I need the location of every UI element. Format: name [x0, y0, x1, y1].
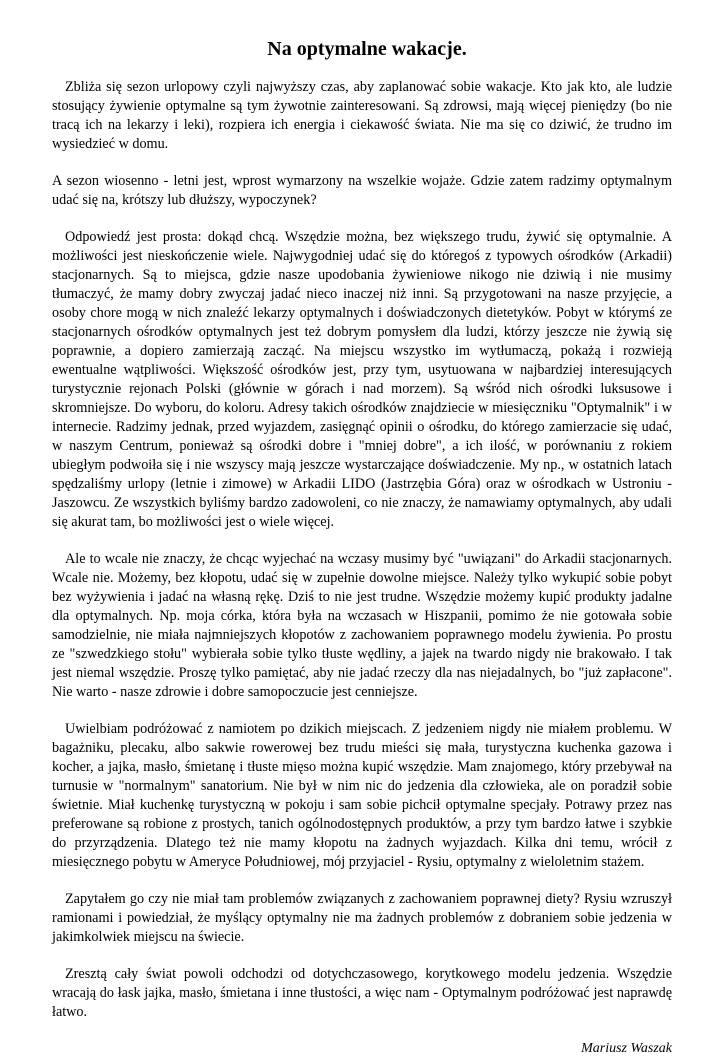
paragraph-answer: Odpowiedź jest prosta: dokąd chcą. Wszędzie można, bez większego trudu, żywić się optymalnie. A możliwości jest nieskończenie wiele. Najwygodniej udać się do któregoś z typowych ośrodków (Arkadii) stacjonarnych. Są to miejsca, gdzie nasze upodobania żywieniowe nikogo nie dziwią i nie musimy tłumaczyć, że mamy dobry zwyczaj jadać nieco inaczej niż inni. Są przygotowani na nasze przyjęcie, a osoby chore mogą w nich znaleźć lekarzy optymalnych i doświadczonych dietetyków. Pobyt w którymś ze stacjonarnych ośrodków optymalnych jest też dobrym pomysłem dla ludzi, którzy jeszcze nie żywią się poprawnie, a dopiero zamierzają zacząć. Na miejscu wszystko im wytłumaczą, pokażą i rozwieją ewentualne wątpliwości. Większość ośrodków jest, przy tym, usytuowana w najbardziej interesujących turystycznie rejonach Polski (głównie w górach i nad morzem). Są wśród nich ośrodki luksusowe i skromniejsze. Do wyboru, do koloru. Adresy takich ośrodków znajdziecie w miesięczniku "Optymalnik" i w internecie. Radzimy jednak, przed wyjazdem, zasięgnąć opinii o ośrodku, do którego zamierzacie się udać, w naszym Centrum, ponieważ są ośrodki dobre i "mniej dobre", a ich ilość, w porównaniu z rokiem ubiegłym podwoiła się i nie wszyscy mają jeszcze wystarczające doświadczenie. My np., w ostatnich latach spędzaliśmy urlopy (letnie i zimowe) w Arkadii LIDO (Jastrzębia Góra) oraz w ośrodkach w Ustroniu - Jaszowcu. Ze wszystkich byliśmy bardzo zadowoleni, co nie znaczy, że namawiamy optymalnych, aby udali się akurat tam, bo możliwości jest o wiele więcej. [52, 229, 672, 530]
paragraph-intro: Zbliża się sezon urlopowy czyli najwyższy czas, aby zaplanować sobie wakacje. Kto jak kto, ale ludzie stosujący żywienie optymalne są tym żywotnie zainteresowani. Są zdrowsi, mają więcej pieniędzy (bo nie tracą ich na lekarzy i leki), rozpiera ich energia i ciekawość świata. Nie ma się co dziwić, że trudno im wysiedzieć w domu. [52, 79, 672, 152]
author-signature: Mariusz Waszak [581, 1041, 672, 1056]
paragraph-freedom: Ale to wcale nie znaczy, że chcąc wyjechać na wczasy musimy być "uwiązani" do Arkadii stacjonarnych. Wcale nie. Możemy, bez kłopotu, udać się w zupełnie dowolne miejsce. Należy tylko wykupić sobie pobyt bez wyżywienia i jadać na własną rękę. Dziś to nie jest trudne. Wszędzie możemy kupić produkty jadalne dla optymalnych. Np. moja córka, która była na wczasach w Hiszpanii, pomimo że nie gotowała sobie samodzielnie, nie miała najmniejszych kłopotów z zachowaniem poprawnego modelu żywienia. Po prostu ze "szwedzkiego stołu" wybierała sobie tylko tłuste wędliny, a jajek na twardo nigdy nie brakowało. I tak jest niemal wszędzie. Proszę tylko pamiętać, aby nie jadać rzeczy dla nas niejadalnych, bo "już zapłacone". Nie warto - nasze zdrowie i dobre samopoczucie jest cenniejsze. [52, 551, 672, 700]
paragraph-conclusion: Zresztą cały świat powoli odchodzi od dotychczasowego, korytkowego modelu jedzenia. Wszędzie wracają do łask jajka, masło, śmietana i inne tłustości, a więc nam - Optymalnym podróżować jest naprawdę łatwo. [52, 966, 672, 1020]
paragraph-camping: Uwielbiam podróżować z namiotem po dzikich miejscach. Z jedzeniem nigdy nie miałem problemu. W bagażniku, plecaku, albo sakwie rowerowej bez trudu mieści się mała, turystyczna kuchenka gazowa i kocher, a jajka, masło, śmietanę i tłuste mięso można kupić wszędzie. Mam znajomego, który przebywał na turnusie w "normalnym" sanatorium. Nie był w nim nic do jedzenia dla człowieka, ale on poradził sobie świetnie. Miał kuchenkę turystyczną w pokoju i sam sobie pichcił optymalne specjały. Potrawy przez nas preferowane są robione z prostych, tanich ogólnodostępnych produktów, a przy tym bardzo łatwe i szybkie do przyrządzenia. Dlatego też nie mamy kłopotu na żadnych wyjazdach. Kilka dni temu, wrócił z miesięcznego pobytu w Ameryce Południowej, mój przyjaciel - Rysiu, optymalny z wieloletnim stażem. [52, 721, 672, 870]
document-page [52, 30, 672, 1058]
paragraph-season: A sezon wiosenno - letni jest, wprost wymarzony na wszelkie wojaże. Gdzie zatem radzimy optymalnym udać się na, krótszy lub dłuższy, wypoczynek? [52, 173, 672, 208]
paragraph-question: Zapytałem go czy nie miał tam problemów związanych z zachowaniem poprawnej diety? Rysiu wzruszył ramionami i powiedział, że myślący optymalny nie ma żadnych problemów z dobraniem sobie jedzenia w jakimkolwiek miejscu na świecie. [52, 891, 672, 945]
page-title: Na optymalne wakacje. [267, 38, 467, 60]
